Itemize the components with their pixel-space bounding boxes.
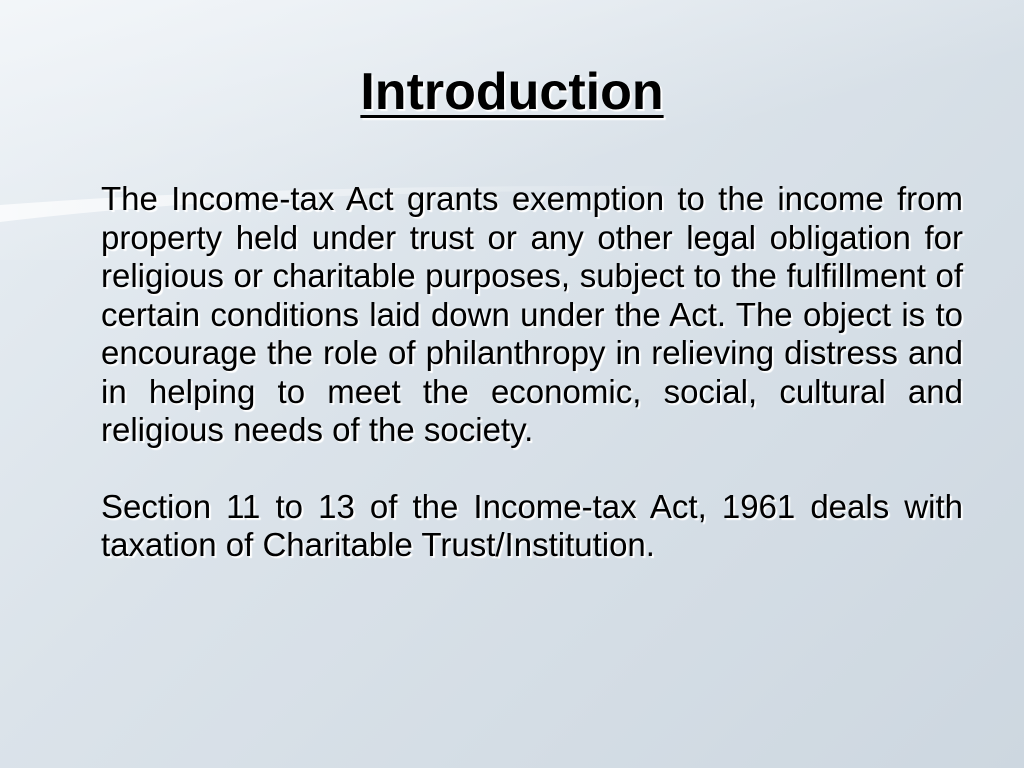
body-paragraph-1: The Income-tax Act grants exemption to the income from property held under trust or any other legal obligation for religious or charitable purposes, subject to the fulfillment of certain conditions laid down under the Act. The object is to encourage the role of philanthropy in relieving distress and in helping to meet the economic, social, cultural and religious needs of the society.	[101, 180, 963, 448]
body-paragraph-2: Section 11 to 13 of the Income-tax Act, 1961 deals with taxation of Charitable Trust/Institution.	[101, 487, 963, 563]
slide-body	[101, 180, 963, 565]
slide-title: Introduction	[360, 63, 664, 121]
